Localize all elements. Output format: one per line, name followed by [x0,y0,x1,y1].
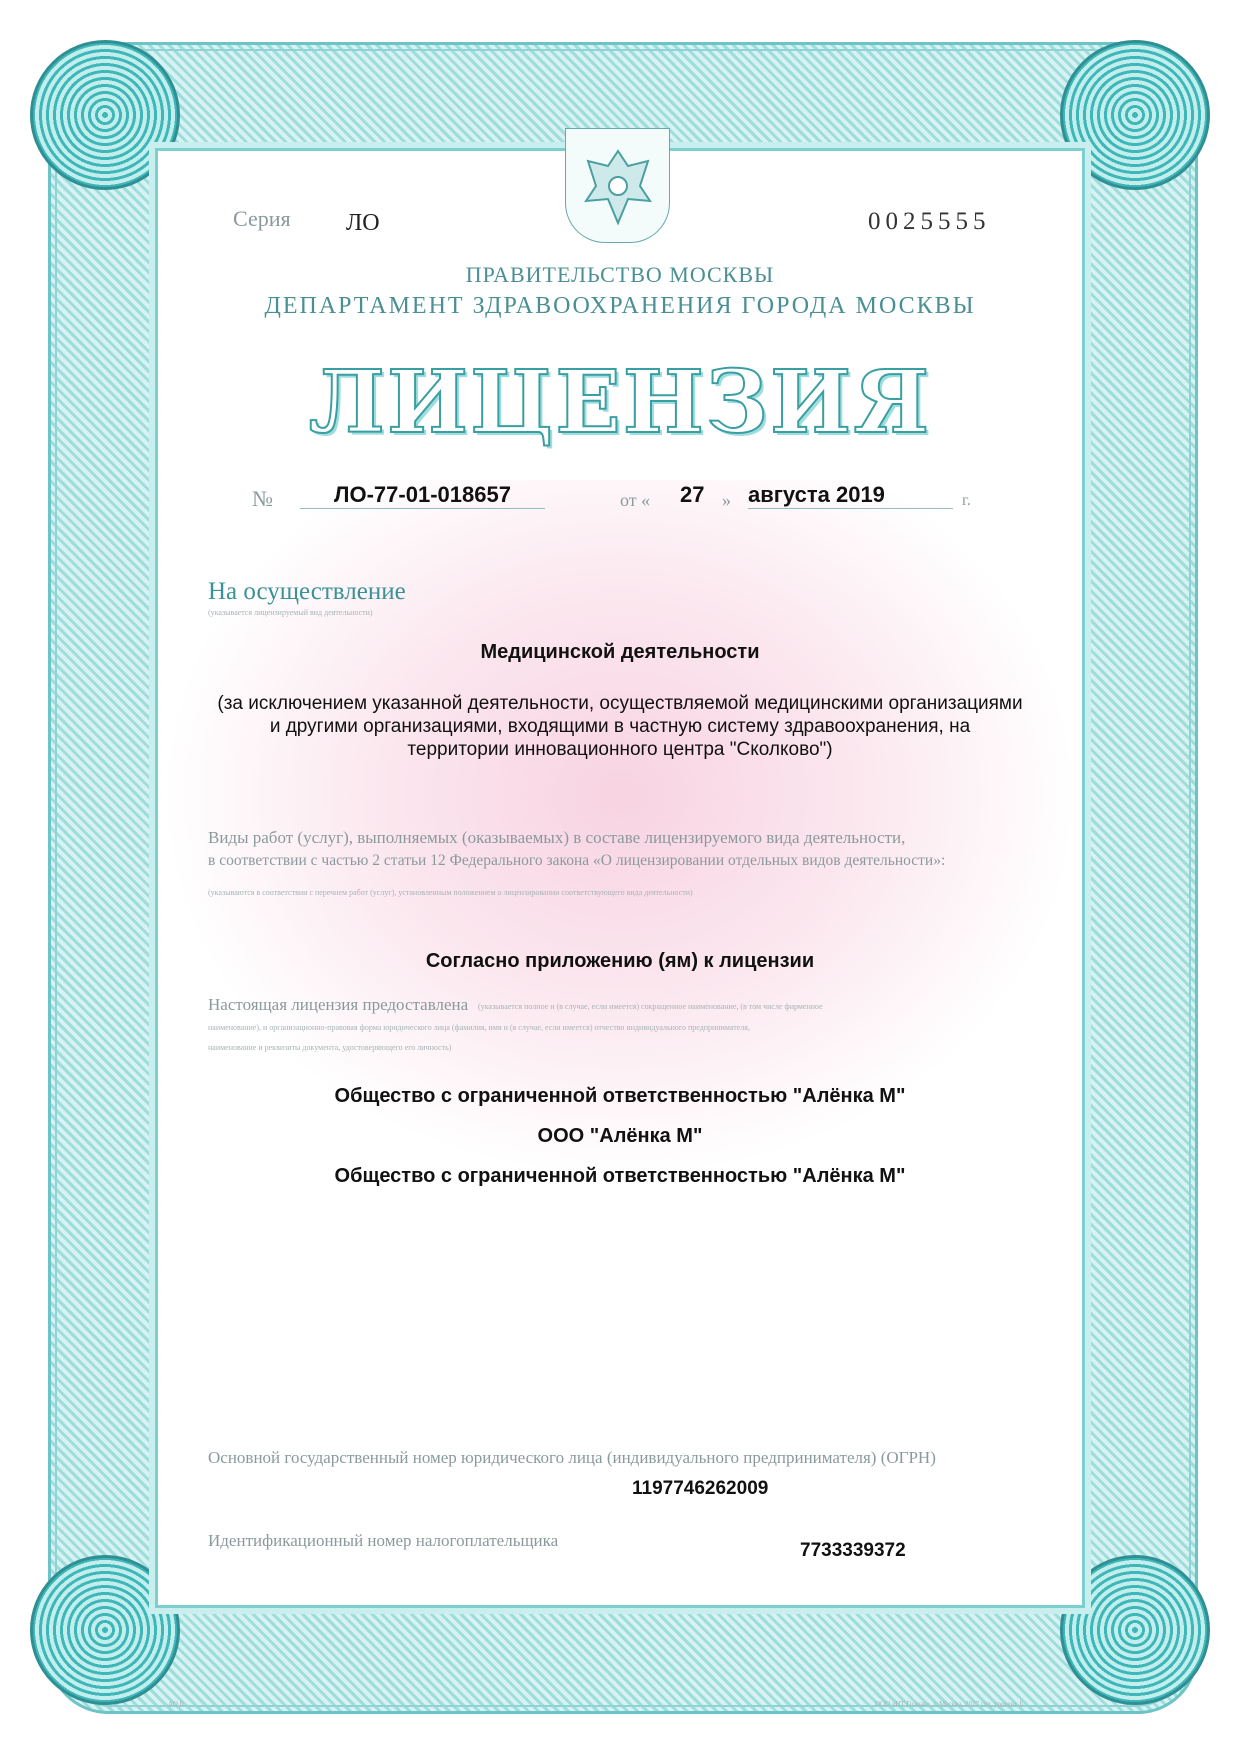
license-title: ЛИЦЕНЗИЯ [308,352,932,453]
inn-label: Идентификационный номер налогоплательщика [208,1531,559,1550]
government-title: ПРАВИТЕЛЬСТВО МОСКВЫ [465,262,775,287]
holder-full-name: Общество с ограниченной ответственностью "Алёнка М" [334,1085,906,1107]
coat-of-arms-icon [565,128,670,243]
number-label: № [252,486,273,511]
form-number: 0025555 [868,208,991,235]
footer-printer-info: ООО «НТ Гознак», г. Москва, 2017 год, уровень Б [875,1700,1024,1708]
works-value: Согласно приложению (ям) к лицензии [425,950,815,972]
department-title: ДЕПАРТАМЕНТ ЗДРАВООХРАНЕНИЯ ГОРОДА МОСКВЫ [264,293,976,319]
license-number: ЛО-77-01-018657 [300,482,545,509]
year-suffix: г. [962,492,971,509]
activity-note-line: территории инновационного центра "Сколково") [407,739,833,760]
activity-note-line: и другими организациями, входящими в частную систему здравоохранения, на [269,716,971,737]
ogrn-label: Основной государственный номер юридического лица (индивидуального предпринимателя) (ОГРН) [208,1448,936,1467]
footer-left-print: АО Б [168,1700,184,1708]
holder-label: Настоящая лицензия предоставлена [208,995,469,1014]
holder-hint-line: наименование и реквизиты документа, удостоверяющего его личность) [208,1043,452,1052]
activity-value: Медицинской деятельности [480,641,760,663]
license-day: 27 [680,482,705,507]
series-value: ЛО [346,210,380,236]
license-month-year: августа 2019 [748,482,953,509]
works-label-line: Виды работ (услуг), выполняемых (оказываемых) в составе лицензируемого вида деятельности, [208,828,906,847]
holder-short-name: ООО "Алёнка М" [537,1125,703,1147]
works-label-line: в соответствии с частью 2 статьи 12 Федерального закона «О лицензировании отдельных видов деятельности»: [208,852,946,869]
quote-close: » [722,490,731,510]
inn-value: 7733339372 [800,1540,906,1561]
activity-label: На осуществление [208,578,406,605]
holder-hint-line: (указывается полное и (в случае, если имеется) сокращенное наименование, (в том числе фирменное [478,1002,823,1011]
holder-brand-name: Общество с ограниченной ответственностью "Алёнка М" [334,1165,906,1187]
holder-hint-line: наименование), и организационно-правовая форма юридического лица (фамилия, имя и (в случае, если имеется) отчество индивидуального предпринимателя, [208,1023,750,1032]
date-from-label: от « [620,490,651,510]
activity-hint: (указывается лицензируемый вид деятельности) [208,608,373,617]
series-label: Серия [233,206,291,231]
activity-note-line: (за исключением указанной деятельности, осуществляемой медицинскими организациями [217,693,1023,714]
ogrn-value: 1197746262009 [632,1478,769,1499]
works-hint: (указываются в соответствии с перечнем работ (услуг), установленным положением о лицензировании соответствующего вида деятельности) [208,888,693,897]
